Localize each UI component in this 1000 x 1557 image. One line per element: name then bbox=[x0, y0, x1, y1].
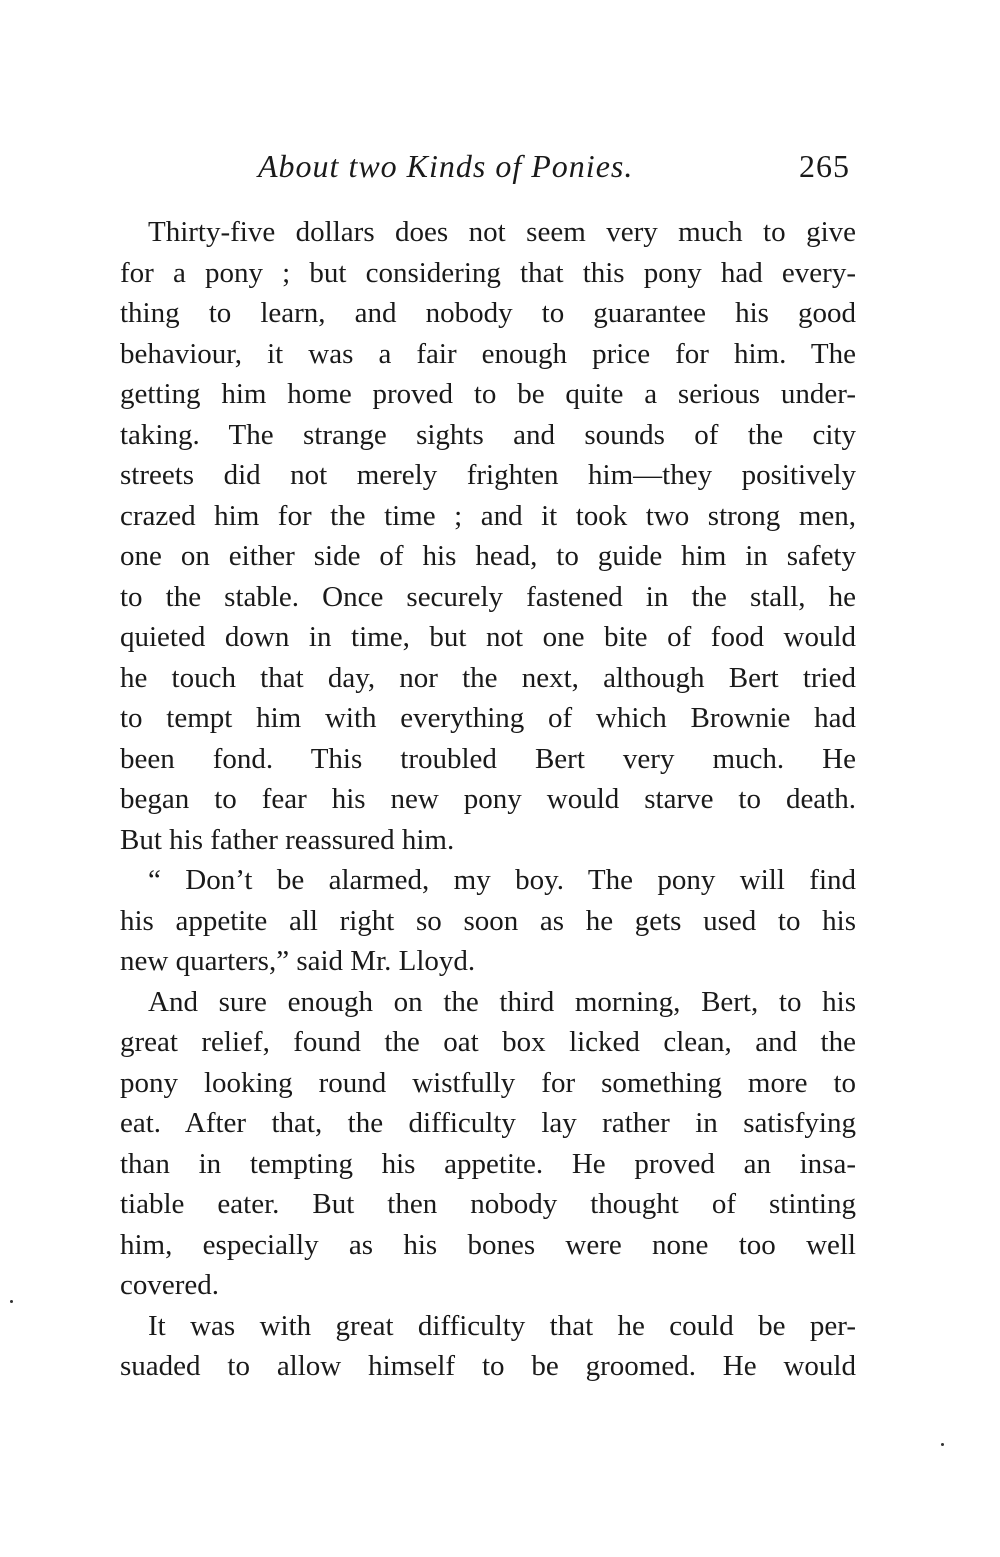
page-number: 265 bbox=[799, 148, 850, 184]
text-line: great relief, found the oat box licked clean, and the bbox=[120, 1026, 856, 1058]
body-text bbox=[120, 212, 856, 1387]
text-line: than in tempting his appetite. He proved an insa- bbox=[120, 1147, 856, 1180]
scan-speck bbox=[10, 1300, 13, 1303]
text-line: to tempt him with everything of which Brownie had bbox=[120, 702, 856, 734]
text-line: streets did not merely frighten him—they positively bbox=[120, 459, 856, 491]
text-line: crazed him for the time ; and it took two strong men, bbox=[120, 499, 856, 532]
text-line: pony looking round wistfully for something more to bbox=[120, 1066, 856, 1099]
text-line: eat. After that, the difficulty lay rather in satisfying bbox=[120, 1107, 856, 1139]
text-line: behaviour, it was a fair enough price for him. The bbox=[120, 337, 856, 370]
text-line: And sure enough on the third morning, Bert, to his bbox=[148, 985, 856, 1018]
text-line: It was with great difficulty that he could be per- bbox=[148, 1309, 856, 1342]
text-line: “ Don’t be alarmed, my boy. The pony will find bbox=[148, 864, 856, 896]
text-line: suaded to allow himself to be groomed. He would bbox=[120, 1350, 856, 1382]
text-line: began to fear his new pony would starve to death. bbox=[120, 783, 856, 815]
text-line: taking. The strange sights and sounds of the city bbox=[120, 418, 856, 451]
page-header bbox=[0, 148, 1000, 188]
text-line: getting him home proved to be quite a serious under- bbox=[120, 378, 856, 410]
text-line: he touch that day, nor the next, although Bert tried bbox=[120, 661, 856, 694]
paragraph bbox=[120, 1306, 856, 1387]
text-line: But his father reassured him. bbox=[120, 823, 455, 856]
text-line: been fond. This troubled Bert very much. He bbox=[120, 742, 856, 775]
paragraph bbox=[120, 860, 856, 982]
text-line: tiable eater. But then nobody thought of stinting bbox=[120, 1188, 856, 1220]
paragraph bbox=[120, 982, 856, 1306]
text-line: quieted down in time, but not one bite of food would bbox=[120, 621, 856, 653]
text-line: for a pony ; but considering that this pony had every- bbox=[120, 256, 856, 289]
text-line: covered. bbox=[120, 1269, 220, 1301]
text-line: his appetite all right so soon as he gets used to his bbox=[120, 904, 856, 937]
text-line: him, especially as his bones were none too well bbox=[120, 1228, 856, 1261]
text-line: new quarters,” said Mr. Lloyd. bbox=[120, 945, 476, 977]
scan-speck bbox=[941, 1443, 944, 1446]
text-line: Thirty-five dollars does not seem very much to give bbox=[148, 216, 856, 248]
running-head: About two Kinds of Ponies. bbox=[258, 148, 634, 184]
text-line: thing to learn, and nobody to guarantee his good bbox=[120, 297, 856, 329]
paragraph bbox=[120, 212, 856, 860]
text-line: one on either side of his head, to guide him in safety bbox=[120, 540, 856, 572]
text-line: to the stable. Once securely fastened in the stall, he bbox=[120, 580, 856, 613]
